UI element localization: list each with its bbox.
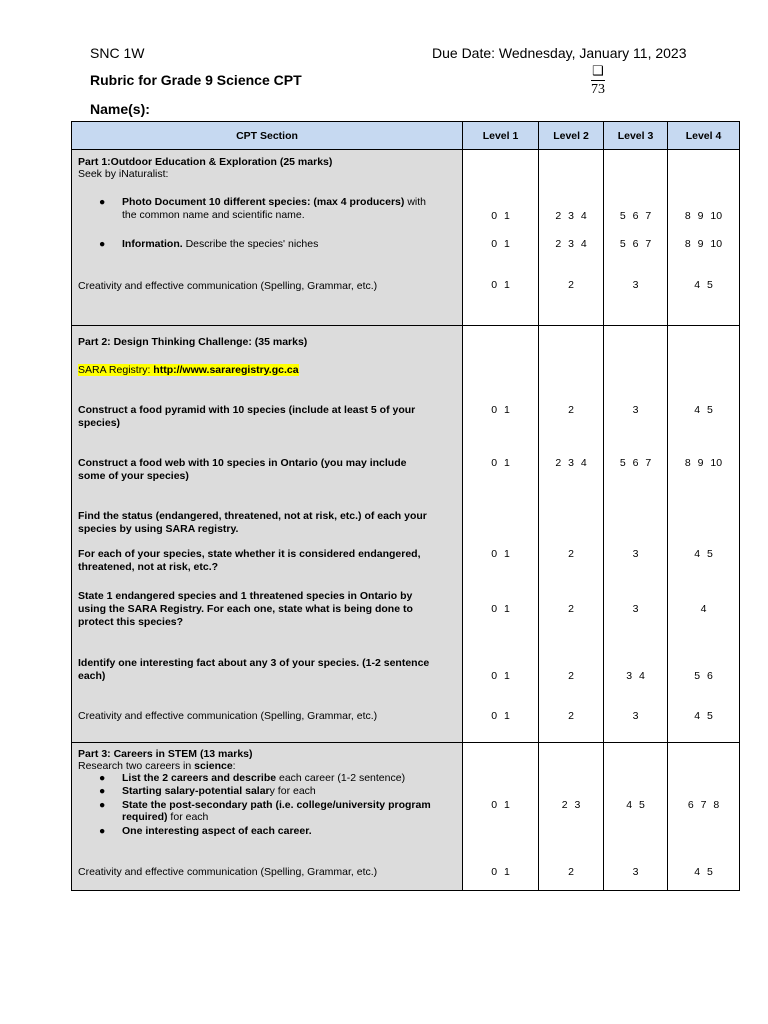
part1-level3 <box>604 150 668 326</box>
level-score: 2 <box>568 710 574 722</box>
part2-item7: Creativity and effective communication (Spelling, Grammar, etc.) <box>78 710 378 722</box>
part3-bullet3: State the post-secondary path (i.e. college/university program <box>122 799 431 811</box>
level-score: 2 <box>568 404 574 416</box>
level-score: 6 7 8 <box>687 799 720 811</box>
level-score: 3 <box>632 279 639 291</box>
level-score: 2 3 4 <box>555 210 587 222</box>
level-score: 8 9 10 <box>684 457 723 469</box>
level-score: 3 <box>632 404 639 416</box>
part3-bullet4: One interesting aspect of each career. <box>122 825 312 837</box>
part1-item2: Information. Describe the species' niches <box>122 238 319 250</box>
part1-title: Part 1:Outdoor Education & Exploration (25 marks) <box>78 156 333 168</box>
part2-item5: State 1 endangered species and 1 threatened species in Ontario by <box>78 590 413 602</box>
part1-item1: Photo Document 10 different species: (max 4 producers) with <box>122 196 426 208</box>
level-score: 0 1 <box>491 670 510 682</box>
level-score: 2 <box>568 603 574 615</box>
level-score: 4 5 <box>694 279 713 291</box>
part3-level3 <box>604 743 668 891</box>
level-score: 3 4 <box>626 670 645 682</box>
level-score: 0 1 <box>491 799 510 811</box>
level-score: 5 6 <box>694 670 713 682</box>
level-score: 0 1 <box>491 548 510 560</box>
part3-level4 <box>668 743 740 891</box>
header-level-1: Level 1 <box>463 122 539 150</box>
level-score: 5 6 7 <box>619 210 652 222</box>
level-score: 2 <box>568 866 574 878</box>
part2-item6: Identify one interesting fact about any 3 of your species. (1-2 sentence <box>78 657 430 669</box>
part3-title: Part 3: Careers in STEM (13 marks) <box>78 748 253 760</box>
level-score: 4 5 <box>694 548 713 560</box>
part2-item2: Construct a food web with 10 species in Ontario (you may include <box>78 457 407 469</box>
part2-section: Part 2: Design Thinking Challenge: (35 marks) SARA Registry: http://www.sararegistry.gc.ca Construct a food pyramid with 10 species (include at least 5 of your species) Construct a food web with 10 species in Ontario (you may include some of your species) Find the status (endangered, threatened, not at risk, etc.) of each your species by using SARA registry. For each of your species, state whether it is considered endangered, threatened, not at risk, etc.? State 1 endangered species and 1 threatened species in Ontario by using the SARA Registry. For each one, state what is being done to protect this species? Identify one interesting fact about any 3 of your species. (1-2 sentence each) Creativity and effective communication (Spelling, Grammar, etc.) <box>72 326 463 743</box>
total-score-box: ❑ <box>592 64 604 79</box>
part2-item1: Construct a food pyramid with 10 species (include at least 5 of your <box>78 404 416 416</box>
part1-level2 <box>539 150 604 326</box>
page-title: Rubric for Grade 9 Science CPT <box>90 72 302 88</box>
part3-subtitle: Research two careers in science: <box>78 760 236 772</box>
due-date: Due Date: Wednesday, January 11, 2023 <box>432 45 687 61</box>
table-row-part2 <box>72 326 740 743</box>
header-cpt-section: CPT Section <box>72 122 463 150</box>
part2-title: Part 2: Design Thinking Challenge: (35 marks) <box>78 336 308 348</box>
rubric-table <box>71 121 740 891</box>
level-score: 4 5 <box>694 404 713 416</box>
level-score: 0 1 <box>491 866 510 878</box>
header-level-4: Level 4 <box>668 122 740 150</box>
level-score: 5 6 7 <box>619 457 652 469</box>
part3-level1 <box>463 743 539 891</box>
names-label: Name(s): <box>90 101 150 117</box>
table-row-part3 <box>72 743 740 891</box>
level-score: 0 1 <box>491 457 510 469</box>
part2-level2 <box>539 326 604 743</box>
course-code: SNC 1W <box>90 45 145 61</box>
total-score-denominator: 73 <box>591 82 605 97</box>
part2-level3 <box>604 326 668 743</box>
level-score: 4 5 <box>694 866 713 878</box>
part3-section: Part 3: Careers in STEM (13 marks) Research two careers in science: ● List the 2 careers and describe each career (1-2 sentence) ● Starting salary-potential salary for each ● State the post-secondary path (i.e. college/university program required) for each ● One interesting aspect of each career. Creativity and effective communication (Spelling, Grammar, etc.) <box>72 743 463 891</box>
level-score: 0 1 <box>491 279 510 291</box>
level-score: 3 <box>632 603 639 615</box>
part1-level4 <box>668 150 740 326</box>
level-score: 8 9 10 <box>684 238 723 250</box>
part2-level1 <box>463 326 539 743</box>
part2-item3: Find the status (endangered, threatened, not at risk, etc.) of each your <box>78 510 427 522</box>
part1-level1 <box>463 150 539 326</box>
part1-item3: Creativity and effective communication (Spelling, Grammar, etc.) <box>78 280 378 292</box>
part3-item-last: Creativity and effective communication (Spelling, Grammar, etc.) <box>78 866 378 878</box>
level-score: 0 1 <box>491 404 510 416</box>
bullet-icon: ● <box>99 196 106 208</box>
bullet-icon: ● <box>99 238 106 250</box>
header-level-3: Level 3 <box>604 122 668 150</box>
table-header-row <box>72 122 740 150</box>
level-score: 3 <box>632 866 639 878</box>
level-score: 2 3 <box>561 799 581 811</box>
part3-bullet1: List the 2 careers and describe each career (1-2 sentence) <box>122 772 406 784</box>
level-score: 2 <box>568 548 574 560</box>
part3-bullet2: Starting salary-potential salary for each <box>122 785 316 797</box>
level-score: 0 1 <box>491 210 510 222</box>
level-score: 4 5 <box>694 710 713 722</box>
part1-item1-line2: the common name and scientific name. <box>122 209 305 221</box>
part1-section <box>72 150 463 326</box>
level-score: 5 6 7 <box>619 238 652 250</box>
level-score: 0 1 <box>491 710 510 722</box>
bullet-icon: ● <box>99 772 106 784</box>
bullet-icon: ● <box>99 825 106 837</box>
level-score: 3 <box>632 710 639 722</box>
level-score: 2 3 4 <box>555 457 587 469</box>
header-level-2: Level 2 <box>539 122 604 150</box>
part3-level2 <box>539 743 604 891</box>
table-row-part1 <box>72 150 740 326</box>
level-score: 0 1 <box>491 238 510 250</box>
part2-level4 <box>668 326 740 743</box>
level-score: 2 3 4 <box>555 238 587 250</box>
level-score: 2 <box>568 670 574 682</box>
level-score: 2 <box>568 279 574 291</box>
part2-item4: For each of your species, state whether it is considered endangered, <box>78 548 421 560</box>
bullet-icon: ● <box>99 785 106 797</box>
level-score: 0 1 <box>491 603 510 615</box>
part1-subtitle: Seek by iNaturalist: <box>78 168 169 180</box>
level-score: 4 <box>700 603 707 615</box>
sara-registry-link: SARA Registry: http://www.sararegistry.gc.ca <box>78 364 299 376</box>
level-score: 3 <box>632 548 639 560</box>
bullet-icon: ● <box>99 799 106 811</box>
level-score: 8 9 10 <box>684 210 723 222</box>
level-score: 4 5 <box>626 799 645 811</box>
